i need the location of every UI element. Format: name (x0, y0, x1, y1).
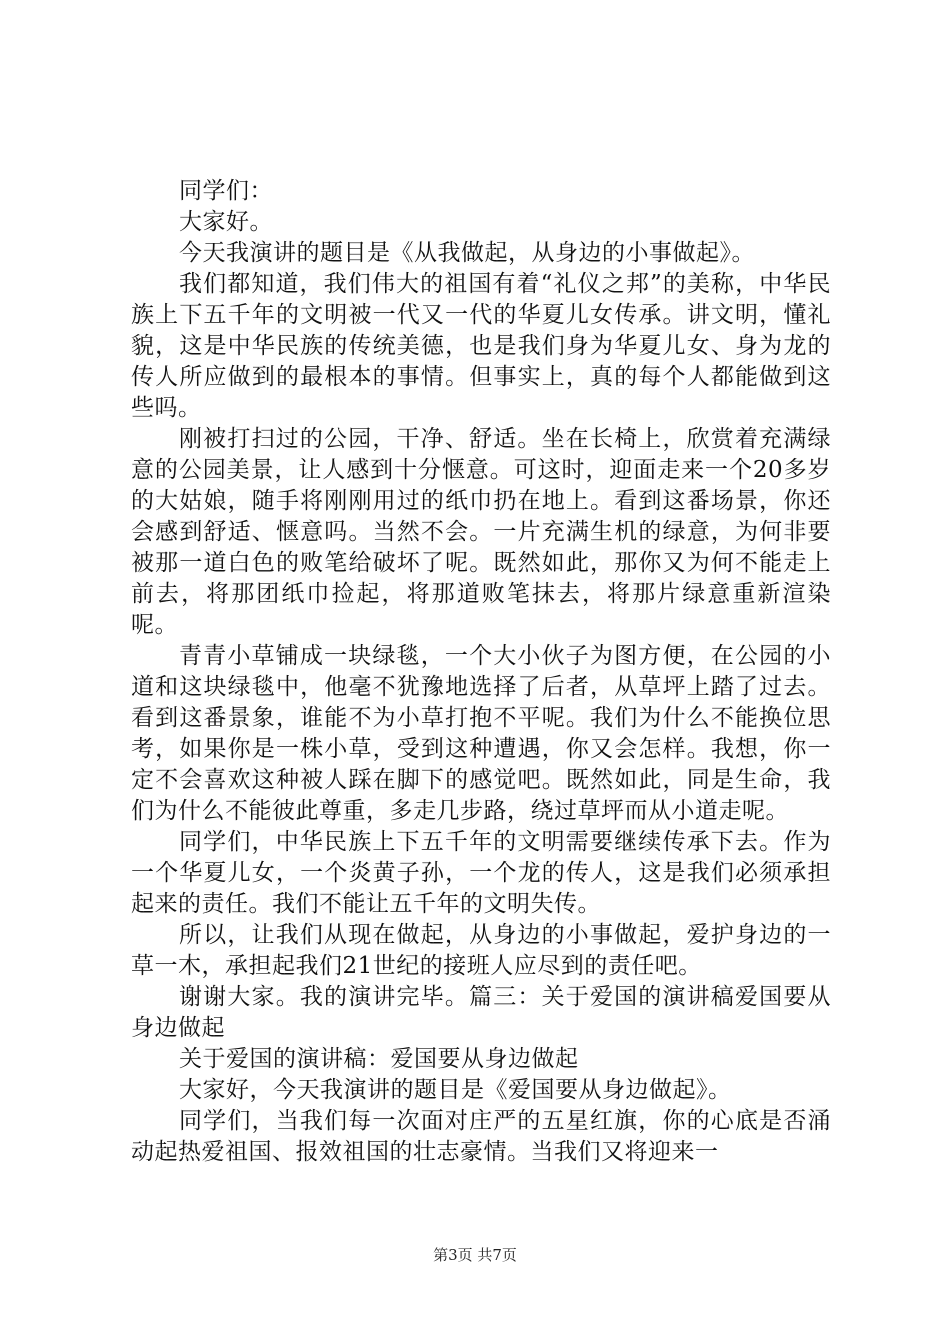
page-number: 第3页 共7页 (433, 1246, 517, 1264)
salutation-paragraph: 同学们： (179, 178, 273, 204)
body-paragraph: 刚被打扫过的公园，干净、舒适。坐在长椅上，欣赏着充满绿意的公园美景，让人感到十分惬意。可这时，迎面走来一个20多岁的大姑娘，随手将刚刚用过的纸巾扔在地上。看到这番场景，你还会感到舒适、惬意吗。当然不会。一片充满生机的绿意，为何非要被那一道白色的败笔给破坏了呢。既然如此，那你又为何不能走上前去，将那团纸巾捡起，将那道败笔抹去，将那片绿意重新渲染呢。 (131, 426, 831, 638)
topic-paragraph: 今天我演讲的题目是《从我做起，从身边的小事做起》。 (179, 240, 755, 266)
body-paragraph: 同学们，当我们每一次面对庄严的五星红旗，你的心底是否涌动起热爱祖国、报效祖国的壮志豪情。当我们又将迎来一 (131, 1108, 831, 1165)
closing-paragraph: 谢谢大家。我的演讲完毕。篇三：关于爱国的演讲稿爱国要从身边做起 (131, 984, 831, 1041)
topic-paragraph: 大家好，今天我演讲的题目是《爱国要从身边做起》。 (179, 1077, 732, 1103)
body-paragraph: 同学们，中华民族上下五千年的文明需要继续传承下去。作为一个华夏儿女，一个炎黄子孙，一个龙的传人，这是我们必须承担起来的责任。我们不能让五千年的文明失传。 (131, 829, 831, 917)
section-heading: 关于爱国的演讲稿：爱国要从身边做起 (179, 1046, 579, 1072)
speech-body (131, 176, 831, 1168)
body-paragraph: 我们都知道，我们伟大的祖国有着“礼仪之邦”的美称，中华民族上下五千年的文明被一代又一代的华夏儿女传承。讲文明，懂礼貌，这是中华民族的传统美德，也是我们身为华夏儿女、身为龙的传人所应做到的最根本的事情。但事实上，真的每个人都能做到这些吗。 (131, 271, 831, 421)
body-paragraph: 青青小草铺成一块绿毯，一个大小伙子为图方便，在公园的小道和这块绿毯中，他毫不犹豫地选择了后者，从草坪上踏了过去。看到这番景象，谁能不为小草打抱不平呢。我们为什么不能换位思考，如果你是一株小草，受到这种遭遇，你又会怎样。我想，你一定不会喜欢这种被人踩在脚下的感觉吧。既然如此，同是生命，我们为什么不能彼此尊重，多走几步路，绕过草坪而从小道走呢。 (131, 643, 831, 824)
greeting-paragraph: 大家好。 (179, 209, 273, 235)
body-paragraph: 所以，让我们从现在做起，从身边的小事做起，爱护身边的一草一木，承担起我们21世纪的接班人应尽到的责任吧。 (131, 922, 831, 979)
